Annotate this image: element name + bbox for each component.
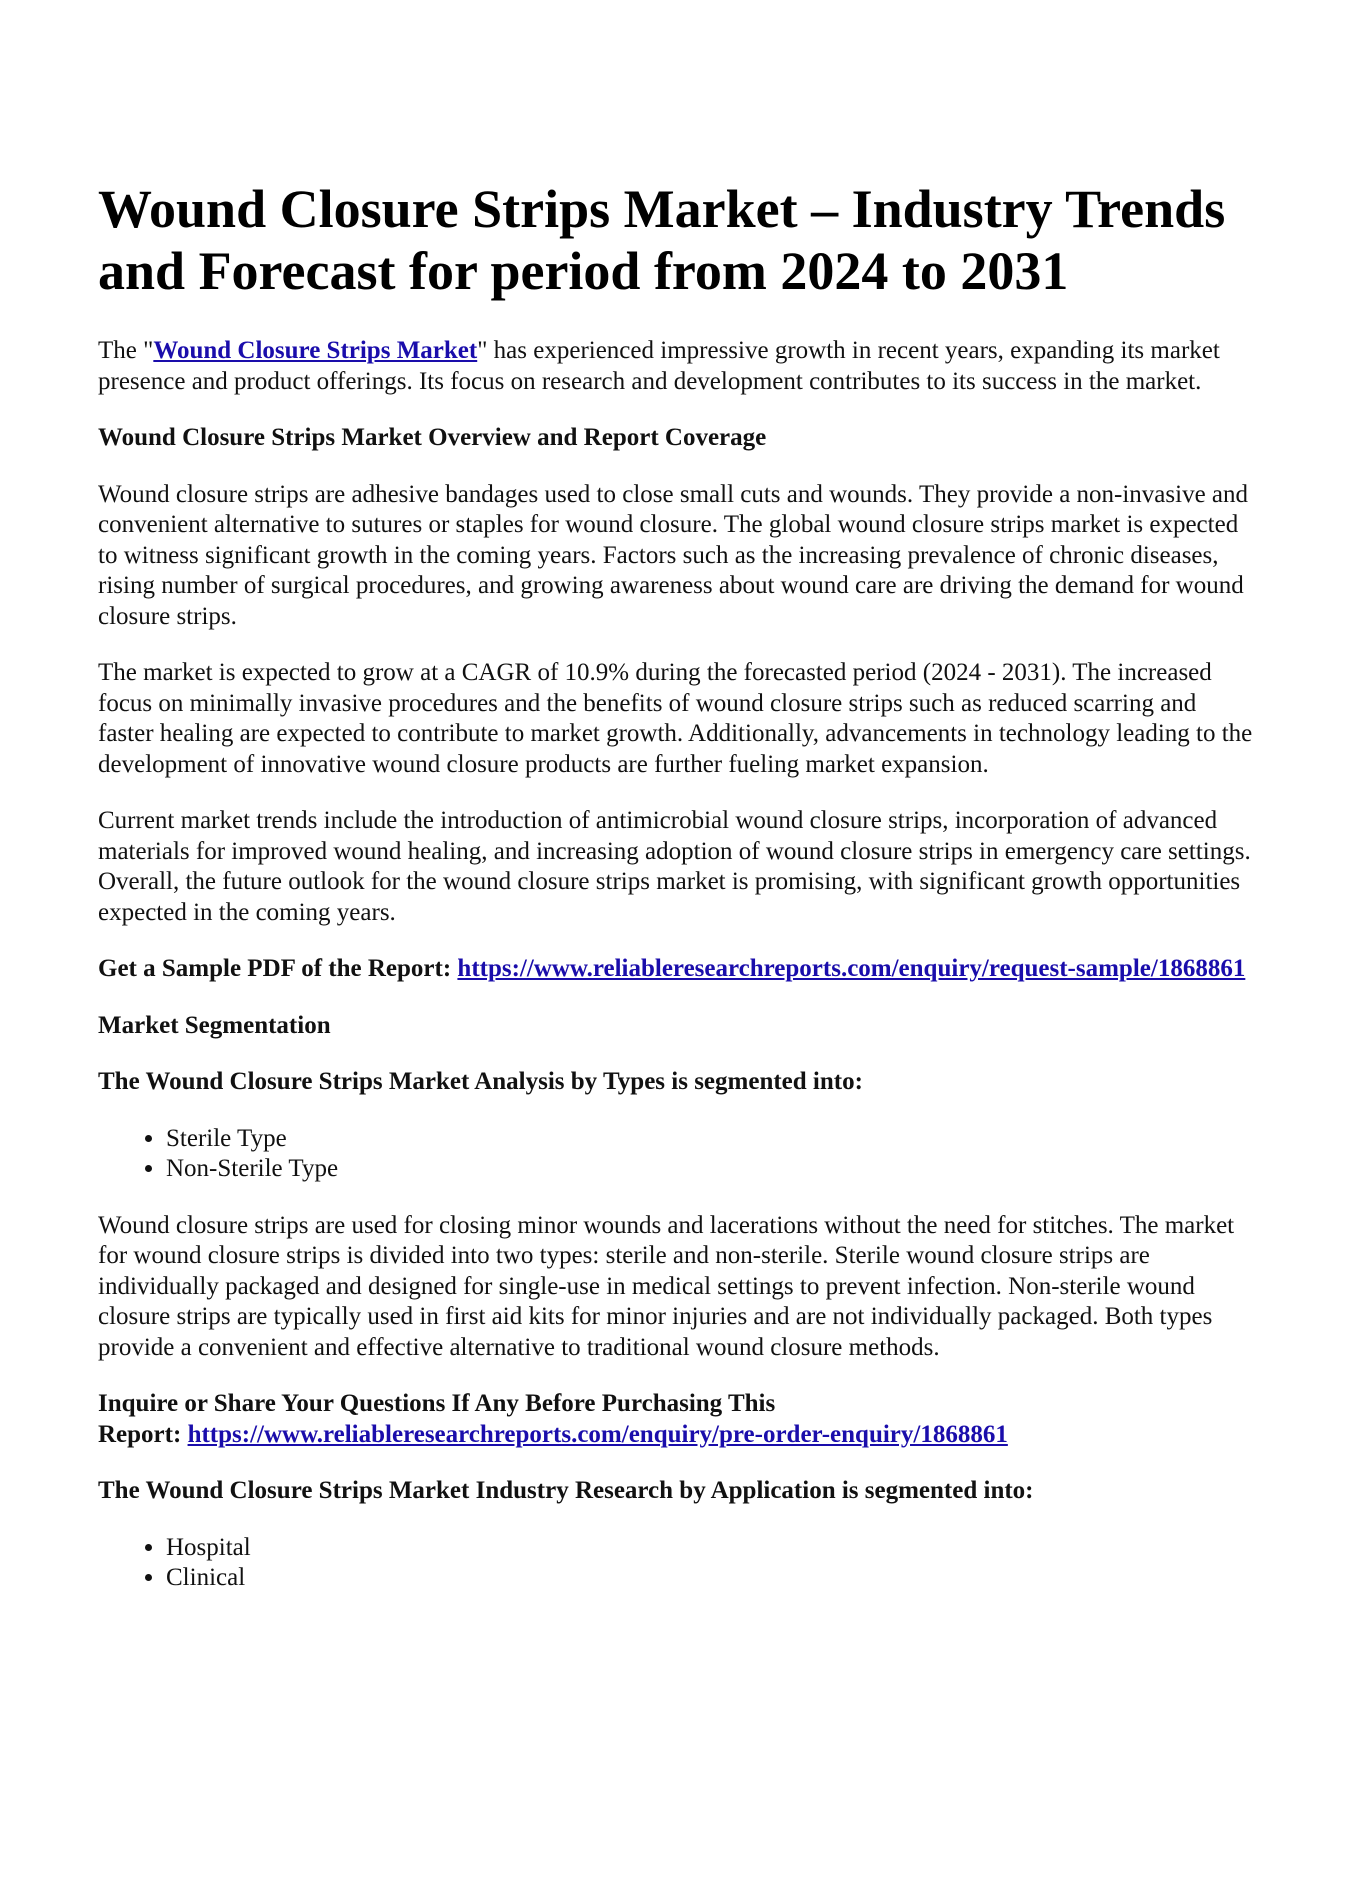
applications-list: [98, 1533, 1255, 1594]
list-item: • Sterile Type: [166, 1124, 1255, 1155]
sample-pdf-link[interactable]: https://www.reliableresearchreports.com/enquiry/request-sample/1868861: [457, 955, 1246, 982]
intro-prefix: The ": [98, 337, 154, 364]
inquire-line: [98, 1389, 1255, 1450]
segmentation-heading: Market Segmentation: [98, 1011, 331, 1039]
list-item: • Hospital: [166, 1533, 1255, 1564]
intro-suffix: " has experienced impressive growth in recent years, expanding its market presence and product offerings. Its focus on research and development contributes to its success in the market.: [98, 337, 1220, 395]
sample-pdf-line: [98, 954, 1255, 985]
types-paragraph: Wound closure strips are used for closing minor wounds and lacerations without the need for stitches. The market for wound closure strips is divided into two types: sterile and non-sterile. Sterile wound closure strips are individually packaged and designed for single-use in medical settings to prevent infection. Non-sterile wound closure strips are typically used in first aid kits for minor injuries and are not individually packaged. Both types provide a convenient and effective alternative to traditional wound closure methods.: [98, 1211, 1235, 1361]
intro-paragraph: [98, 336, 1255, 397]
overview-paragraph-2: The market is expected to grow at a CAGR of 10.9% during the forecasted period (2024 - 2031). The increased focus on minimally invasive procedures and the benefits of wound closure strips such as reduced scarring and faster healing are expected to contribute to market growth. Additionally, advancements in technology leading to the development of innovative wound closure products are further fueling market expansion.: [98, 659, 1253, 778]
list-item: • Non-Sterile Type: [166, 1154, 1255, 1185]
inquire-label-line1: Inquire or Share Your Questions If Any Before Purchasing This: [98, 1390, 776, 1417]
overview-paragraph-3: Current market trends include the introduction of antimicrobial wound closure strips, incorporation of advanced materials for improved wound healing, and increasing adoption of wound closure strips in emergency care settings. Overall, the future outlook for the wound closure strips market is promising, with significant growth opportunities expected in the coming years.: [98, 807, 1251, 926]
inquire-label-line2: Report:: [98, 1420, 188, 1448]
inquire-link[interactable]: https://www.reliableresearchreports.com/enquiry/pre-order-enquiry/1868861: [187, 1420, 1008, 1448]
market-link[interactable]: Wound Closure Strips Market: [153, 337, 478, 364]
sample-pdf-label: Get a Sample PDF of the Report:: [98, 955, 458, 982]
types-heading: The Wound Closure Strips Market Analysis by Types is segmented into:: [98, 1068, 863, 1095]
overview-paragraph-1: Wound closure strips are adhesive bandages used to close small cuts and wounds. They provide a non-invasive and convenient alternative to sutures or staples for wound closure. The global wound closure strips market is expected to witness significant growth in the coming years. Factors such as the increasing prevalence of chronic diseases, rising number of surgical procedures, and growing awareness about wound care are driving the demand for wound closure strips.: [98, 480, 1249, 630]
application-heading: The Wound Closure Strips Market Industry Research by Application is segmented into:: [98, 1477, 1034, 1504]
types-list: [98, 1124, 1255, 1185]
page-title: Wound Closure Strips Market – Industry Trends and Forecast for period from 2024 to 2031: [98, 179, 1226, 301]
overview-heading: Wound Closure Strips Market Overview and Report Coverage: [98, 424, 767, 451]
list-item: • Clinical: [166, 1563, 1255, 1594]
